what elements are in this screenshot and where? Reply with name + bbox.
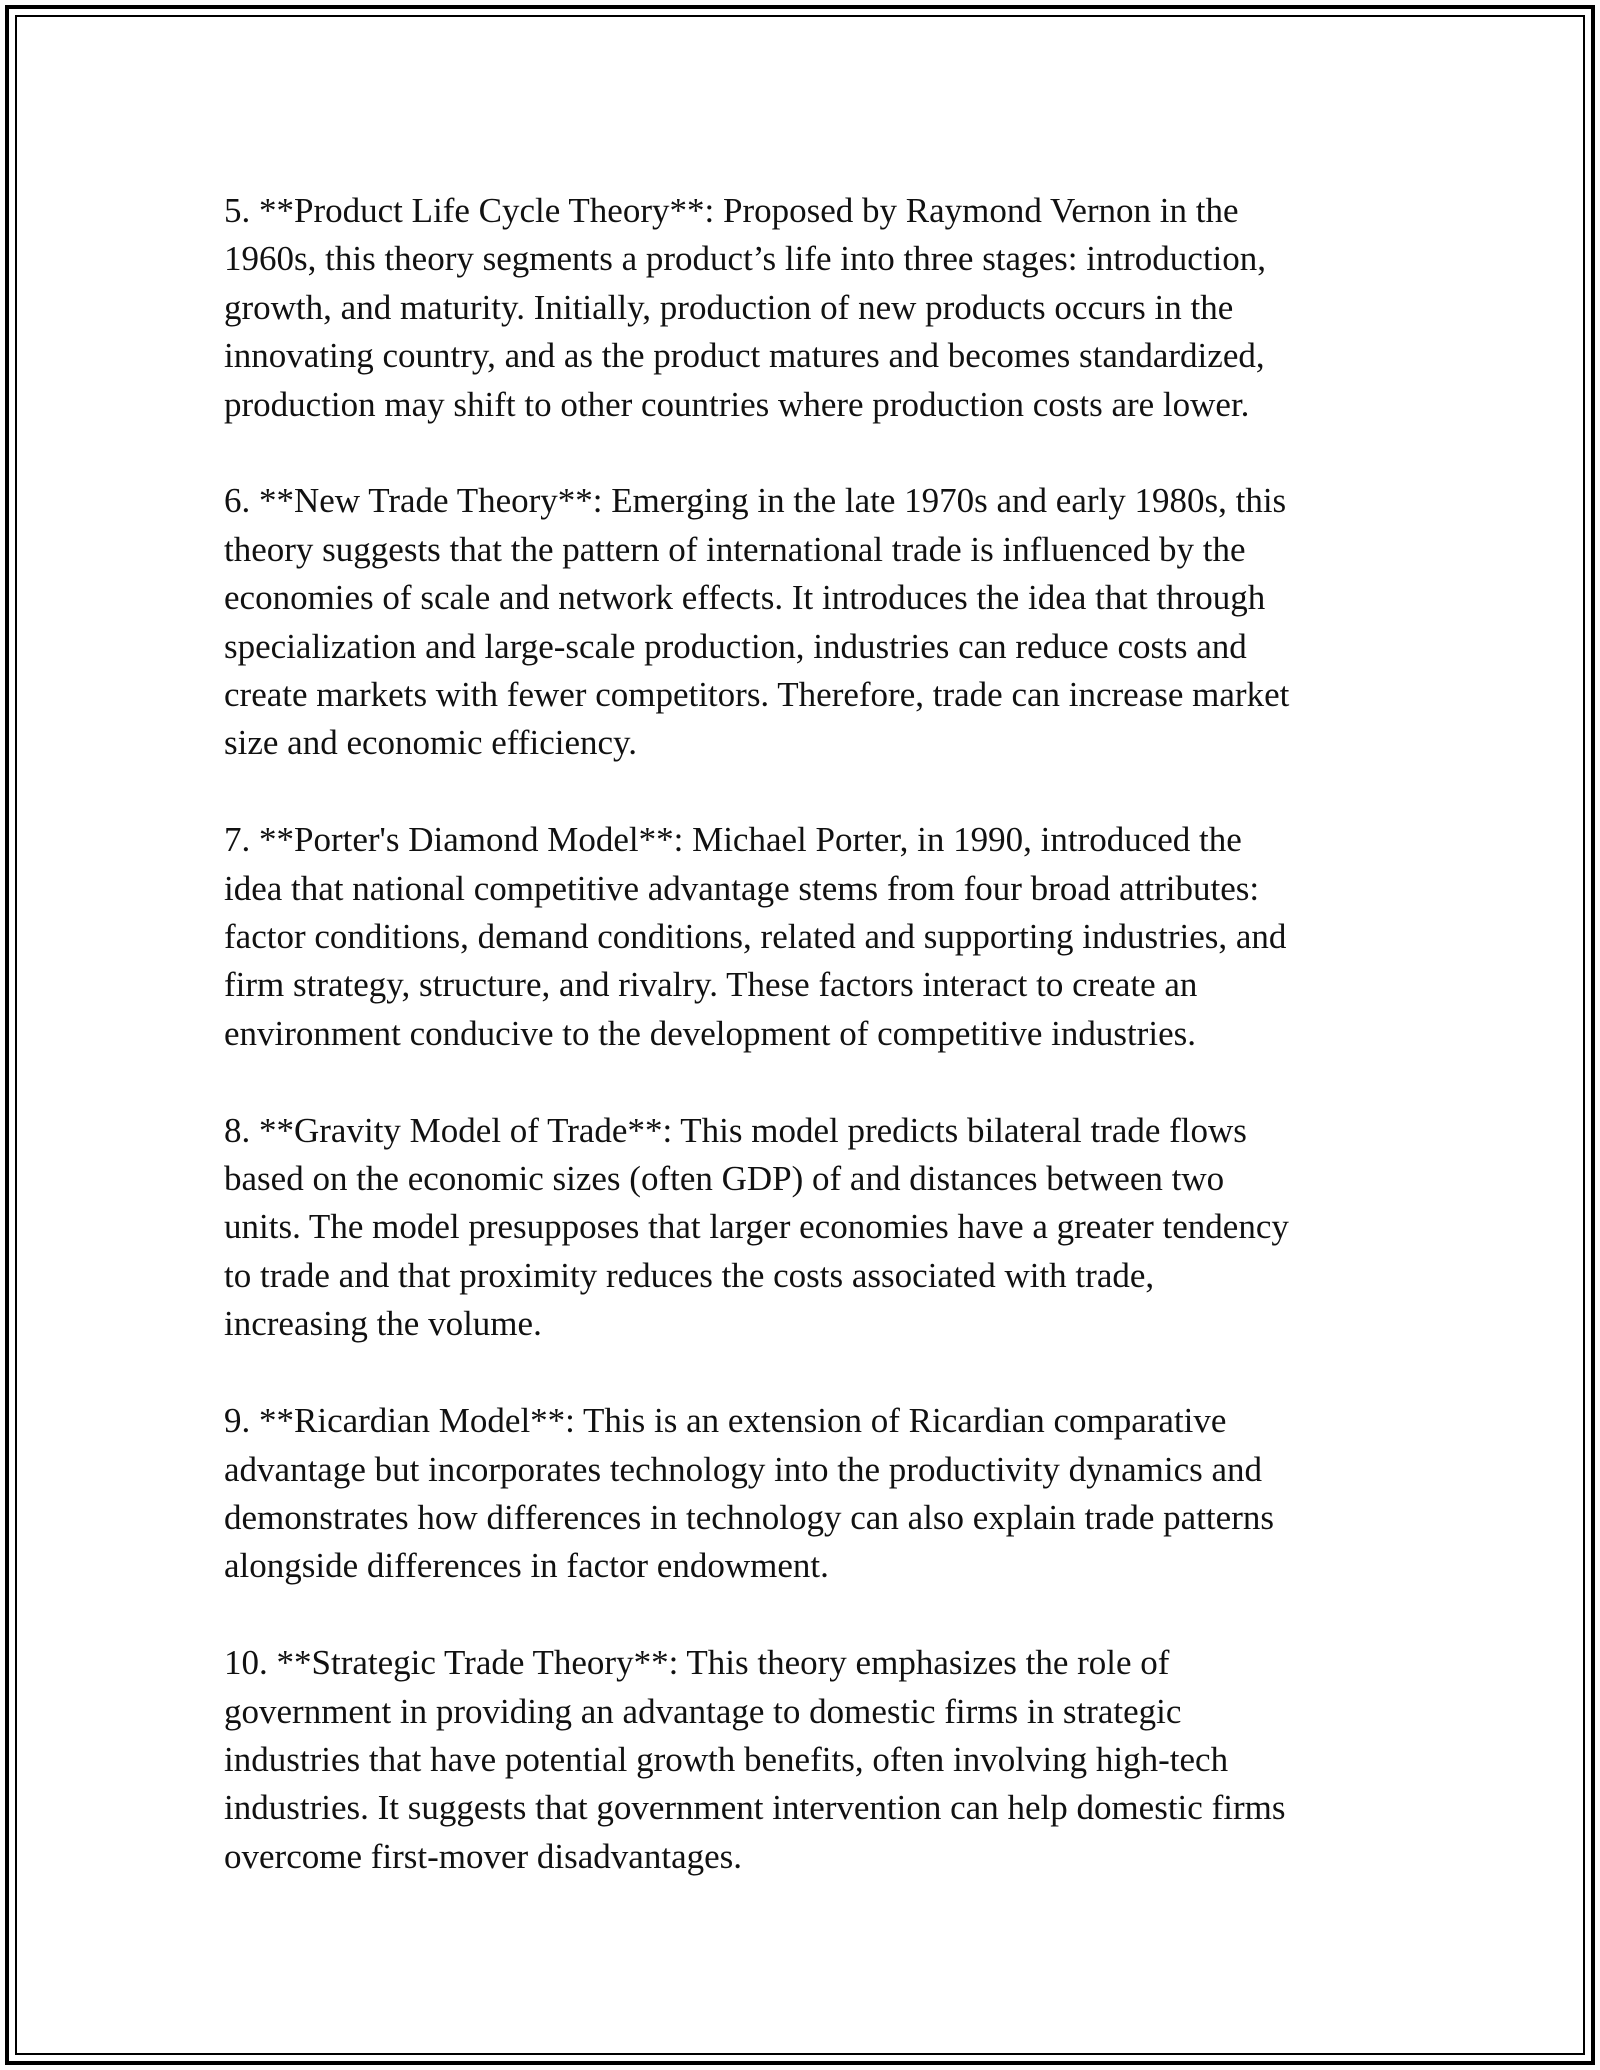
paragraph-ricardian-model: 9. **Ricardian Model**: This is an extension of Ricardian comparative advantage but incorporates technology into the productivity dynamics and demonstrates how differences in technology can also explain trade patterns alongside differences in factor endowment.	[224, 1401, 1274, 1586]
paragraph-porters-diamond-model: 7. **Porter's Diamond Model**: Michael Porter, in 1990, introduced the idea that national competitive advantage stems from four broad attributes: factor conditions, demand conditions, related and supporting industries, and firm strategy, structure, and rivalry. These factors interact to create an environment conducive to the development of competitive industries.	[224, 820, 1287, 1053]
paragraph-product-life-cycle-theory: 5. **Product Life Cycle Theory**: Proposed by Raymond Vernon in the 1960s, this theory segments a product’s life into three stages: introduction, growth, and maturity. Initially, production of new products occurs in the innovating country, and as the product matures and becomes standardized, production may shift to other countries where production costs are lower.	[224, 191, 1267, 424]
paragraph-gravity-model-of-trade: 8. **Gravity Model of Trade**: This model predicts bilateral trade flows based on the economic sizes (often GDP) of and distances between two units. The model presupposes that larger economies have a greater tendency to trade and that proximity reduces the costs associated with trade, increasing the volume.	[224, 1110, 1289, 1344]
document-body	[224, 187, 1364, 1881]
paragraph-new-trade-theory: 6. **New Trade Theory**: Emerging in the late 1970s and early 1980s, this theory suggests that the pattern of international trade is influenced by the economies of scale and network effects. It introduces the idea that through specialization and large-scale production, industries can reduce costs and create markets with fewer competitors. Therefore, trade can increase market size and economic efficiency.	[224, 481, 1290, 763]
paragraph-strategic-trade-theory: 10. **Strategic Trade Theory**: This theory emphasizes the role of government in providing an advantage to domestic firms in strategic industries that have potential growth benefits, often involving high-tech industries. It suggests that government intervention can help domestic firms overcome first-mover disadvantages.	[224, 1643, 1286, 1876]
